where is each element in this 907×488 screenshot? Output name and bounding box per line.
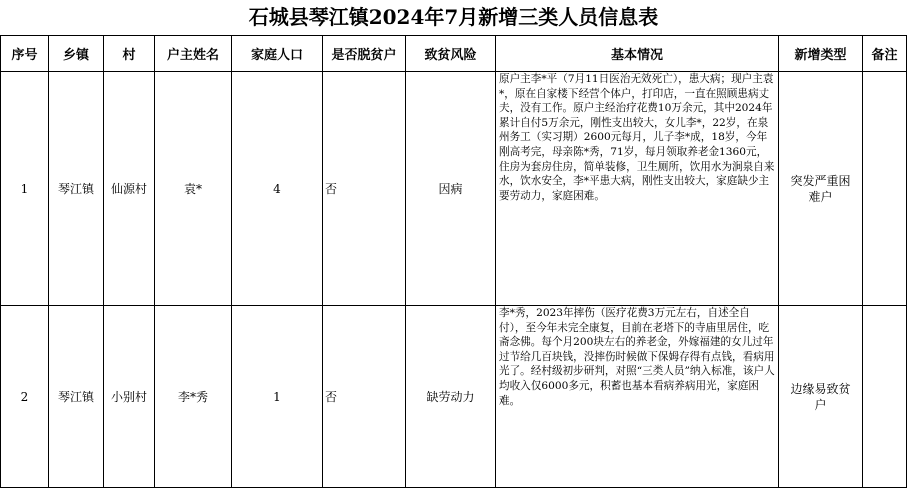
cell-risk[interactable]: 因病: [406, 72, 496, 306]
table-title: 石城县琴江镇2024年7月新增三类人员信息表: [248, 5, 659, 29]
personnel-table: [0, 35, 907, 488]
header-situation[interactable]: 基本情况: [496, 36, 779, 72]
header-risk[interactable]: 致贫风险: [406, 36, 496, 72]
table-row: [1, 306, 907, 488]
cell-family-size[interactable]: 1: [232, 306, 323, 488]
cell-lifted[interactable]: 否: [323, 72, 406, 306]
cell-householder[interactable]: 李*秀: [155, 306, 232, 488]
cell-family-size[interactable]: 4: [232, 72, 323, 306]
header-householder[interactable]: 户主姓名: [155, 36, 232, 72]
header-township[interactable]: 乡镇: [49, 36, 104, 72]
cell-township[interactable]: 琴江镇: [49, 306, 104, 488]
cell-township[interactable]: 琴江镇: [49, 72, 104, 306]
cell-remark[interactable]: [863, 72, 907, 306]
header-seq[interactable]: 序号: [1, 36, 49, 72]
cell-lifted[interactable]: 否: [323, 306, 406, 488]
cell-new-type[interactable]: 突发严重困难户: [779, 72, 863, 306]
header-row: [1, 36, 907, 72]
cell-seq[interactable]: 1: [1, 72, 49, 306]
header-new-type[interactable]: 新增类型: [779, 36, 863, 72]
cell-village[interactable]: 小别村: [104, 306, 155, 488]
header-remark[interactable]: 备注: [863, 36, 907, 72]
table-row: [1, 72, 907, 306]
header-lifted[interactable]: 是否脱贫户: [323, 36, 406, 72]
cell-village[interactable]: 仙源村: [104, 72, 155, 306]
cell-situation[interactable]: 原户主李*平（7月11日医治无效死亡），患大病；现户主袁*，原在自家楼下经营个体户，打印店，一直在照顾患病丈夫，没有工作。原户主经治疗花费10万余元，其中2024年累计自付5万余元，刚性支出较大，女儿李*，22岁，在泉州务工（实习期）2600元每月，儿子李*成，18岁，今年刚高考完，母亲陈*秀，71岁，每月领取养老金1360元，住房为套房住房，简单装修，卫生厕所，饮用水为涧泉自来水，饮水安全，李*平患大病，刚性支出较大，家庭缺少主要劳动力，家庭困难。: [496, 72, 779, 306]
cell-situation[interactable]: 李*秀，2023年摔伤（医疗花费3万元左右，自述全自付），至今年未完全康复，目前在老塔下的寺庙里居住，吃斋念佛。每个月200块左右的养老金，外嫁福建的女儿过年过节给几百块钱，没摔伤时候做下保姆存得有点钱，看病用光了。经村级初步研判，对照“三类人员”纳入标准，该户人均收入仅6000多元，积蓄也基本看病养病用光，家庭困难。: [496, 306, 779, 488]
cell-seq[interactable]: 2: [1, 306, 49, 488]
cell-householder[interactable]: 袁*: [155, 72, 232, 306]
header-family-size[interactable]: 家庭人口: [232, 36, 323, 72]
cell-remark[interactable]: [863, 306, 907, 488]
cell-risk[interactable]: 缺劳动力: [406, 306, 496, 488]
header-village[interactable]: 村: [104, 36, 155, 72]
cell-new-type[interactable]: 边缘易致贫户: [779, 306, 863, 488]
